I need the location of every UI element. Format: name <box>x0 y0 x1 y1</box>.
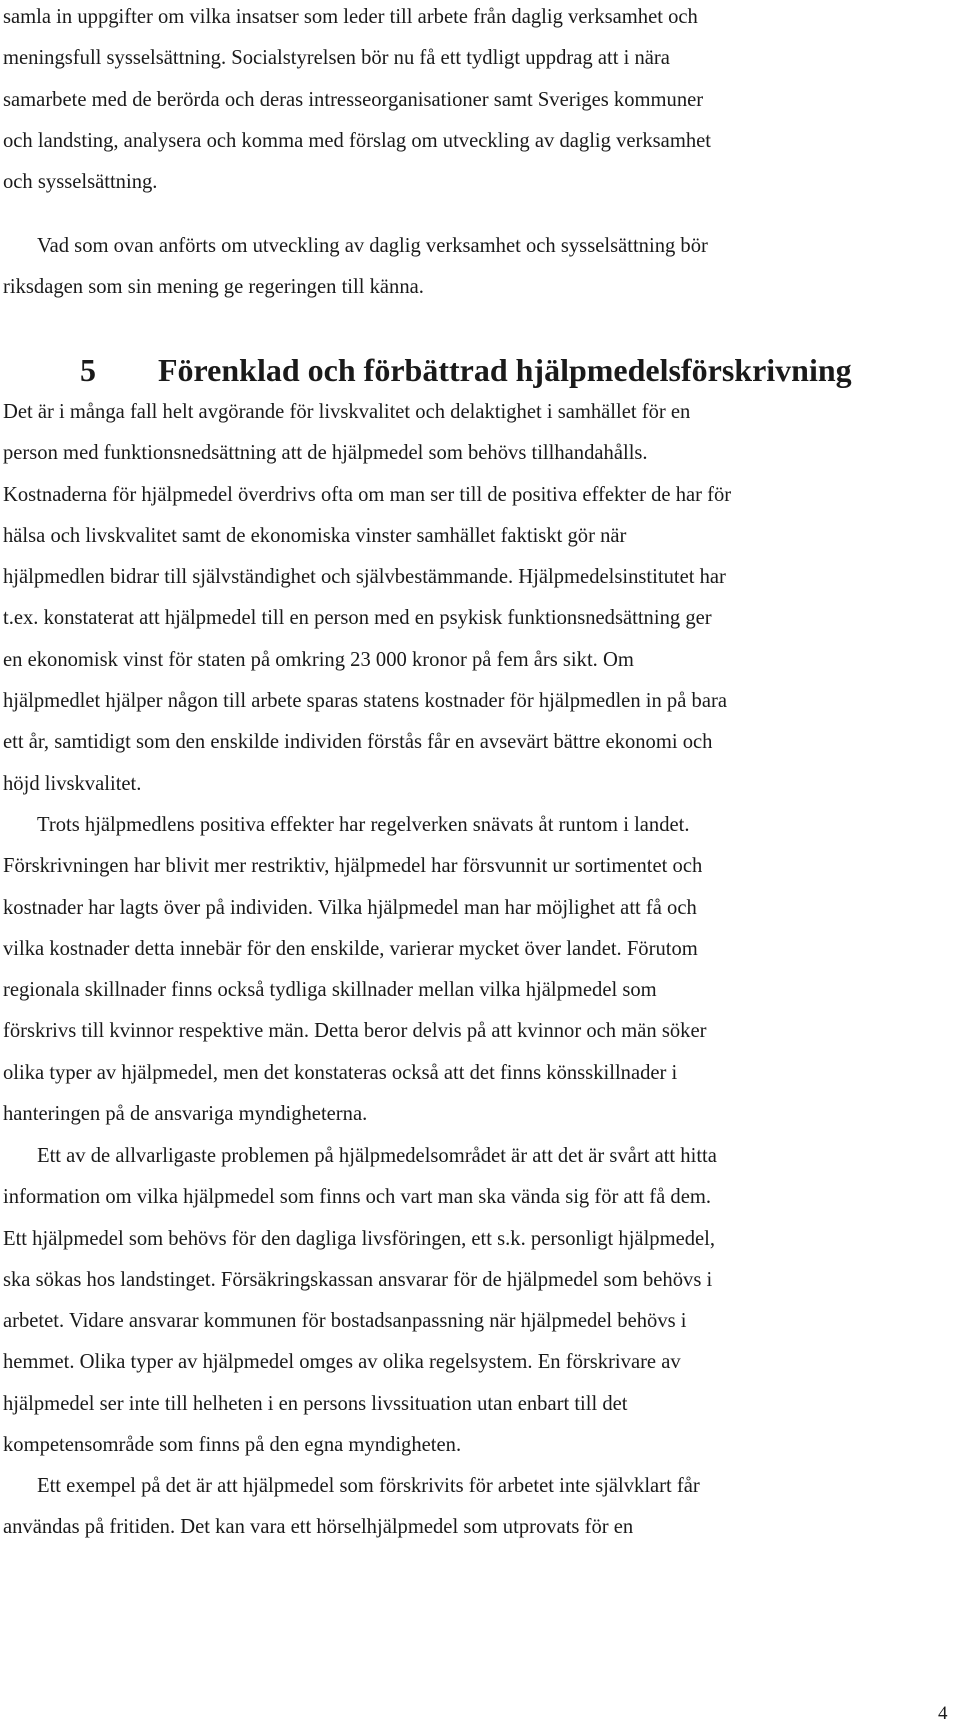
text-line: meningsfull sysselsättning. Socialstyrelsen bör nu få ett tydligt uppdrag att i nära <box>3 47 670 70</box>
text-line: samla in uppgifter om vilka insatser som leder till arbete från daglig verksamhet och <box>3 6 698 28</box>
text-line: hjälpmedlen bidrar till självständighet och självbestämmande. Hjälpmedelsinstitutet har <box>3 566 726 589</box>
intro-paragraph <box>3 0 938 203</box>
text-line: person med funktionsnedsättning att de hjälpmedel som behövs tillhandahålls. <box>3 442 648 465</box>
text-line: t.ex. konstaterat att hjälpmedel till en person med en psykisk funktionsnedsättning ger <box>3 607 712 630</box>
text-line: Förskrivningen har blivit mer restriktiv, hjälpmedel har försvunnit ur sortimentet och <box>3 855 703 878</box>
text-line: kompetensområde som finns på den egna myndigheten. <box>3 1434 462 1457</box>
text-line: ska sökas hos landstinget. Försäkringskassan ansvarar för de hjälpmedel som behövs i <box>3 1268 713 1291</box>
text-line: förskrivs till kvinnor respektive män. Detta beror delvis på att kvinnor och män söker <box>3 1020 707 1043</box>
text-line: hanteringen på de ansvariga myndigheterna. <box>3 1103 368 1126</box>
section-heading <box>80 350 852 390</box>
text-line: hjälpmedel ser inte till helheten i en persons livssituation utan enbart till det <box>3 1392 628 1415</box>
text-line: regionala skillnader finns också tydliga skillnader mellan vilka hjälpmedel som <box>3 979 657 1002</box>
section-title: Förenklad och förbättrad hjälpmedelsförskrivning <box>158 352 852 388</box>
motion-paragraph <box>3 226 938 309</box>
text-line: vilka kostnader detta innebär för den enskilde, varierar mycket över landet. Förutom <box>3 937 698 960</box>
text-line: och sysselsättning. <box>3 171 158 194</box>
text-line: höjd livskvalitet. <box>3 772 142 795</box>
text-line: kostnader har lagts över på individen. Vilka hjälpmedel man har möjlighet att få och <box>3 896 697 919</box>
section-number: 5 <box>80 352 96 388</box>
text-line: hälsa och livskvalitet samt de ekonomiska vinster samhället faktiskt gör när <box>3 524 627 547</box>
page-number: 4 <box>938 1703 948 1724</box>
text-line: information om vilka hjälpmedel som finns och vart man ska vända sig för att få dem. <box>3 1186 712 1209</box>
text-line: hjälpmedlet hjälper någon till arbete sparas statens kostnader för hjälpmedlen in på bara <box>3 690 727 713</box>
text-line: användas på fritiden. Det kan vara ett hörselhjälpmedel som utprovats för en <box>3 1516 634 1539</box>
text-line: Vad som ovan anförts om utveckling av daglig verksamhet och sysselsättning bör <box>37 235 708 257</box>
text-line: Ett exempel på det är att hjälpmedel som förskrivits för arbetet inte självklart får <box>37 1475 700 1497</box>
paragraph-3 <box>3 1136 938 1466</box>
paragraph-2 <box>3 805 938 1135</box>
text-line: och landsting, analysera och komma med förslag om utveckling av daglig verksamhet <box>3 129 712 152</box>
text-line: Ett hjälpmedel som behövs för den dagliga livsföringen, ett s.k. personligt hjälpmedel, <box>3 1227 716 1250</box>
text-line: Trots hjälpmedlens positiva effekter har regelverken snävats åt runtom i landet. <box>37 814 690 836</box>
paragraph-1 <box>3 392 938 805</box>
text-line: ett år, samtidigt som den enskilde individen förstås får en avsevärt bättre ekonomi och <box>3 731 713 754</box>
text-line: Ett av de allvarligaste problemen på hjälpmedelsområdet är att det är svårt att hitta <box>37 1145 717 1167</box>
paragraph-4 <box>3 1466 938 1549</box>
text-line: arbetet. Vidare ansvarar kommunen för bostadsanpassning när hjälpmedel behövs i <box>3 1310 687 1333</box>
text-line: olika typer av hjälpmedel, men det konstateras också att det finns könsskillnader i <box>3 1061 678 1084</box>
text-line: Det är i många fall helt avgörande för livskvalitet och delaktighet i samhället för en <box>3 401 691 423</box>
text-line: riksdagen som sin mening ge regeringen till känna. <box>3 276 424 299</box>
text-line: en ekonomisk vinst för staten på omkring 23 000 kronor på fem års sikt. Om <box>3 648 634 671</box>
text-line: Kostnaderna för hjälpmedel överdrivs ofta om man ser till de positiva effekter de har för <box>3 483 732 506</box>
text-line: samarbete med de berörda och deras intresseorganisationer samt Sveriges kommuner <box>3 88 704 111</box>
text-line: hemmet. Olika typer av hjälpmedel omges av olika regelsystem. En förskrivare av <box>3 1351 681 1374</box>
